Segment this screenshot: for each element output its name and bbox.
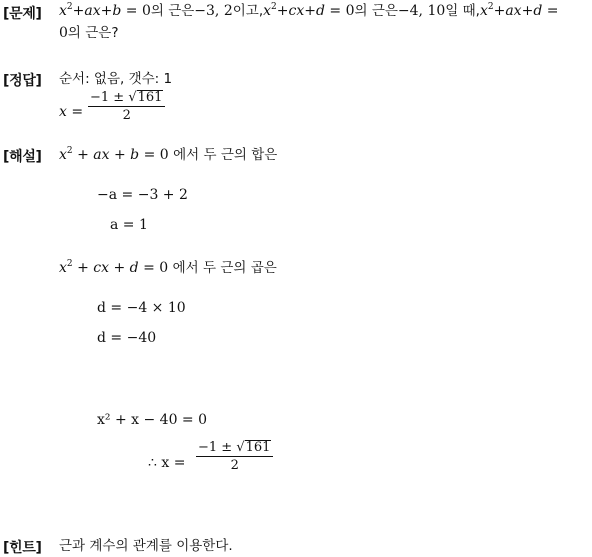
explanation-product-line: $x^2$ + cx + d = 0 에서 두 근의 곱은: [59, 259, 277, 276]
problem-line-2: 0의 근은?: [59, 25, 119, 41]
answer-fraction: $\frac{-1 \pm √161}{2}$: [88, 89, 165, 124]
hint-text: 근과 계수의 관계를 이용한다.: [59, 538, 233, 554]
answer-label: [정답]: [3, 73, 42, 89]
problem-line-1: $x^2+ax+b = 0$의 근은−3, 2이고$,x^2+cx+d = 0$의 근은−4, 10일 때$,x^2+ax+d$ =: [59, 2, 559, 19]
eq-neg-a: −a = −3 + 2: [97, 187, 188, 203]
eq-d-product: d = −4 × 10: [97, 300, 186, 316]
eq-quadratic: x² + x − 40 = 0: [97, 412, 208, 428]
hint-label: [힌트]: [3, 540, 42, 556]
explanation-label: [해설]: [3, 149, 42, 165]
solution-fraction: $\frac{-1 \pm √161}{2}$: [196, 439, 273, 474]
therefore-x-equals: ∴ x =: [148, 455, 186, 471]
explanation-sum-line: $x^2$ + ax + b = 0 에서 두 근의 합은: [59, 146, 278, 163]
answer-x-equals: x =: [59, 104, 84, 120]
answer-order-count: 순서: 없음, 갯수: 1: [59, 71, 173, 87]
problem-label: [문제]: [3, 6, 42, 22]
eq-a: a = 1: [110, 217, 148, 233]
eq-d: d = −40: [97, 330, 157, 346]
